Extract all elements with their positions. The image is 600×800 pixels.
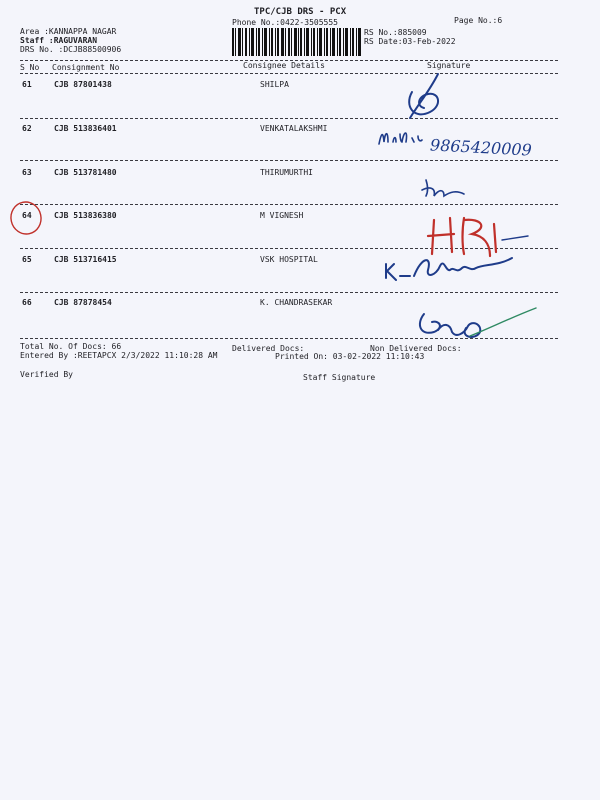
row-consignee: THIRUMURTHI (260, 168, 313, 177)
printed-on: Printed On: 03-02-2022 11:10:43 (275, 352, 425, 361)
total-docs: Total No. Of Docs: 66 (20, 342, 122, 351)
staff-label: Staff :RAGUVARAN (20, 36, 98, 45)
barcode-image (232, 28, 361, 56)
row-sno: 65 (22, 255, 32, 264)
verified-by: Verified By (20, 370, 73, 379)
red-circle-mark (6, 200, 46, 236)
staff-signature-label: Staff Signature (303, 373, 376, 382)
row-consignee: M VIGNESH (260, 211, 304, 220)
non-delivered-docs: Non Delivered Docs: (370, 344, 462, 353)
page-number: Page No.:6 (454, 16, 503, 25)
row-divider (20, 204, 558, 205)
row-consignment: CJB 513781480 (54, 168, 117, 177)
signature-row-62 (376, 126, 436, 148)
row-divider (20, 118, 558, 119)
signature-row-61 (400, 72, 460, 124)
rs-number: RS No.:885009 (364, 28, 427, 37)
drs-number: DRS No. :DCJB88500906 (20, 45, 122, 54)
document-title: TPC/CJB DRS - PCX (254, 7, 347, 17)
signature-row-63 (420, 176, 474, 200)
handwritten-phone-number: 9865420009 (429, 135, 533, 160)
row-consignment: CJB 87878454 (54, 298, 112, 307)
row-consignment: CJB 513836380 (54, 211, 117, 220)
row-sno: 63 (22, 168, 32, 177)
column-header-consignment: Consignment No (52, 63, 120, 72)
row-divider (20, 292, 558, 293)
row-consignee: VSK HOSPITAL (260, 255, 318, 264)
row-divider (20, 160, 558, 161)
delivered-docs: Delivered Docs: (232, 344, 305, 353)
row-consignee: K. CHANDRASEKAR (260, 298, 333, 307)
row-consignee: VENKATALAKSHMI (260, 124, 328, 133)
row-sno: 61 (22, 80, 32, 89)
row-consignee: SHILPA (260, 80, 289, 89)
area-label: Area :KANNAPPA NAGAR (20, 27, 117, 36)
signature-row-65 (380, 246, 520, 286)
column-header-sno: S No (20, 63, 40, 72)
column-header-consignee: Consignee Details (243, 61, 325, 70)
row-sno: 62 (22, 124, 32, 133)
row-sno: 64 (22, 211, 32, 220)
row-consignment: CJB 513836401 (54, 124, 117, 133)
header-bottom-rule (20, 73, 558, 74)
row-consignment: CJB 87801438 (54, 80, 112, 89)
row-sno: 66 (22, 298, 32, 307)
signature-row-66 (410, 306, 540, 346)
row-consignment: CJB 513716415 (54, 255, 117, 264)
rs-date: RS Date:03-Feb-2022 (364, 37, 456, 46)
phone-number: Phone No.:0422-3505555 (232, 18, 338, 27)
column-header-signature: Signature (427, 61, 471, 70)
entered-by: Entered By :REETAPCX 2/3/2022 11:10:28 AM (20, 351, 218, 360)
